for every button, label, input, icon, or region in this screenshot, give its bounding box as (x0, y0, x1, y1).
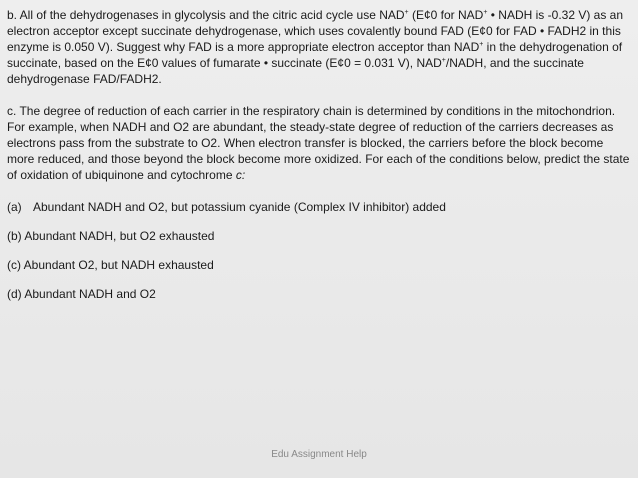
condition-b: (b) Abundant NADH, but O2 exhausted (7, 229, 215, 243)
condition-a-text: Abundant NADH and O2, but potassium cyanide (Complex IV inhibitor) added (33, 200, 446, 214)
question-b-line-4: succinate, based on the E¢0 values of fumarate • succinate (E¢0 = 0.031 V), NAD+/NADH, and the succinate (7, 56, 584, 70)
question-b-line-1: b. All of the dehydrogenases in glycolysis and the citric acid cycle use NAD+ (E¢0 for NAD+ • NADH is -0.32 V) as an (7, 8, 624, 22)
question-c-line-3: electrons pass from the substrate to O2. When electron transfer is blocked, the carriers before the block become (7, 136, 604, 150)
question-c-line-5: of oxidation of ubiquinone and cytochrome c: (7, 168, 246, 182)
footer-text: Edu Assignment Help (271, 449, 367, 460)
condition-d: (d) Abundant NADH and O2 (7, 287, 156, 301)
question-b-line-2: electron acceptor except succinate dehydrogenase, which uses covalently bound FAD (E¢0 for FAD • FADH2 in this (7, 24, 621, 38)
condition-a (7, 199, 631, 215)
question-c-line-4: more reduced, and those beyond the block become more oxidized. For each of the conditions below, predict the state (7, 152, 630, 166)
question-c-paragraph (7, 103, 631, 183)
condition-c: (c) Abundant O2, but NADH exhausted (7, 258, 214, 272)
question-b-line-5: dehydrogenase FAD/FADH2. (7, 72, 162, 86)
condition-a-label: (a) (7, 200, 22, 214)
slide-content (7, 7, 631, 315)
question-c-line-1: c. The degree of reduction of each carrier in the respiratory chain is determined by conditions in the mitochondrion. (7, 104, 616, 118)
question-b-line-3: enzyme is 0.050 V). Suggest why FAD is a more appropriate electron acceptor than NAD+ in the dehydrogenation of (7, 40, 623, 54)
question-c-line-2: For example, when NADH and O2 are abundant, the steady-state degree of reduction of the carriers decreases as (7, 120, 614, 134)
question-b-paragraph (7, 7, 631, 87)
